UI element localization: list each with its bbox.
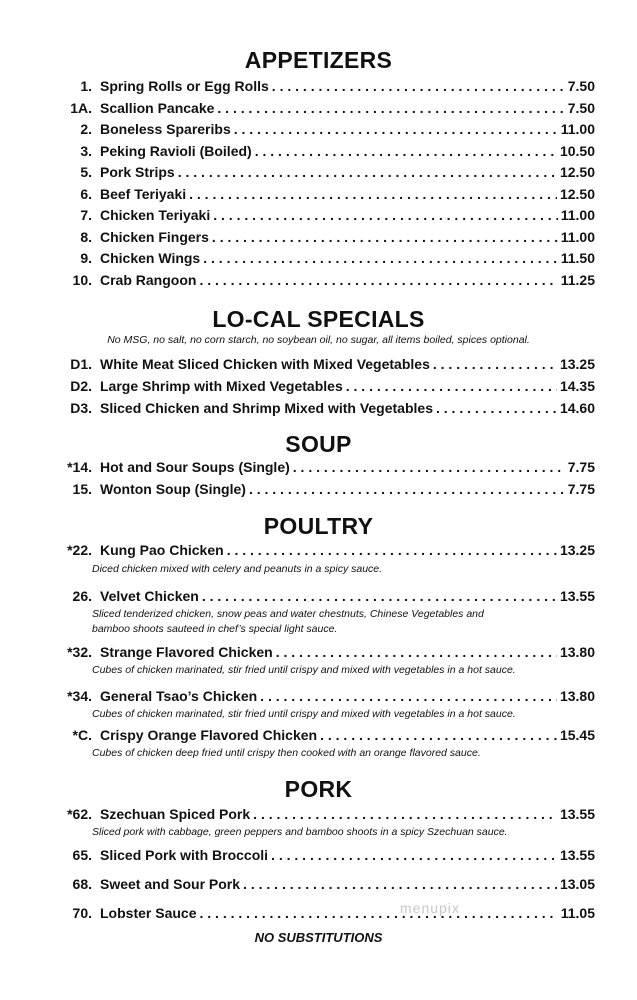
poultry-heading: POULTRY: [263, 513, 374, 539]
localcal-note: No MSG, no salt, no corn starch, no soybean oil, no sugar, all items boiled, spices optional.: [107, 334, 530, 346]
item-description: Sliced tenderized chicken, snow peas and water chestnuts, Chinese Vegetables and bamboo shoots sauteed in chef’s special light sauce.: [92, 608, 484, 635]
menu-item: 26. Velvet Chicken . . . 13.55: [40, 588, 595, 608]
menu-item: 1A. Scallion Pancake . . . 7.50: [40, 100, 595, 120]
menu-item: 70. Lobster Sauce . . . 11.05: [40, 905, 595, 925]
watermark: menupix: [400, 900, 460, 916]
pork-heading: PORK: [284, 776, 353, 802]
menu-item: 7. Chicken Teriyaki . . . 11.00: [40, 207, 595, 227]
item-description: Cubes of chicken marinated, stir fried until crispy and mixed with vegetables in a hot sauce.: [92, 664, 516, 676]
menu-item: D3. Sliced Chicken and Shrimp Mixed with Vegetables . . . 14.60: [40, 400, 595, 420]
menu-item: 9. Chicken Wings . . . 11.50: [40, 250, 595, 270]
menu-item: *62. Szechuan Spiced Pork . . . 13.55: [40, 806, 595, 826]
menu-item: 2. Boneless Spareribs . . . 11.00: [40, 121, 595, 141]
appetizers-heading: APPETIZERS: [244, 47, 393, 73]
menu-item: *22. Kung Pao Chicken . . . 13.25: [40, 542, 595, 562]
menu-item: 8. Chicken Fingers . . . 11.00: [40, 229, 595, 249]
localcal-heading: LO-CAL SPECIALS: [212, 306, 425, 332]
menu-item: *14. Hot and Sour Soups (Single) . . . 7.75: [40, 459, 595, 479]
menu-item: D1. White Meat Sliced Chicken with Mixed Vegetables . . . 13.25: [40, 356, 595, 376]
footer-note: NO SUBSTITUTIONS: [254, 930, 383, 945]
soup-heading: SOUP: [285, 431, 352, 457]
item-description: Diced chicken mixed with celery and peanuts in a spicy sauce.: [92, 563, 383, 575]
menu-item: 68. Sweet and Sour Pork . . . 13.05: [40, 876, 595, 896]
menu-item: 10. Crab Rangoon . . . 11.25: [40, 272, 595, 292]
menu-item: *C. Crispy Orange Flavored Chicken . . . 15.45: [40, 727, 595, 747]
item-description: Cubes of chicken marinated, stir fried until crispy and mixed with vegetables in a hot sauce.: [92, 708, 516, 720]
menu-item: *32. Strange Flavored Chicken . . . 13.80: [40, 644, 595, 664]
menu-item: D2. Large Shrimp with Mixed Vegetables . . . 14.35: [40, 378, 595, 398]
menu-item: *34. General Tsao’s Chicken . . . 13.80: [40, 688, 595, 708]
item-description: Cubes of chicken deep fried until crispy then cooked with an orange flavored sauce.: [92, 747, 481, 759]
menu-item: 5. Pork Strips . . . 12.50: [40, 164, 595, 184]
menu-item: 1. Spring Rolls or Egg Rolls . . . 7.50: [40, 78, 595, 98]
menu-item: 15. Wonton Soup (Single) . . . 7.75: [40, 481, 595, 501]
menu-item: 65. Sliced Pork with Broccoli . . . 13.55: [40, 847, 595, 867]
item-description: Sliced pork with cabbage, green peppers and bamboo shoots in a spicy Szechuan sauce.: [92, 826, 508, 838]
menu-item: 6. Beef Teriyaki . . . 12.50: [40, 186, 595, 206]
menu-item: 3. Peking Ravioli (Boiled) . . . 10.50: [40, 143, 595, 163]
